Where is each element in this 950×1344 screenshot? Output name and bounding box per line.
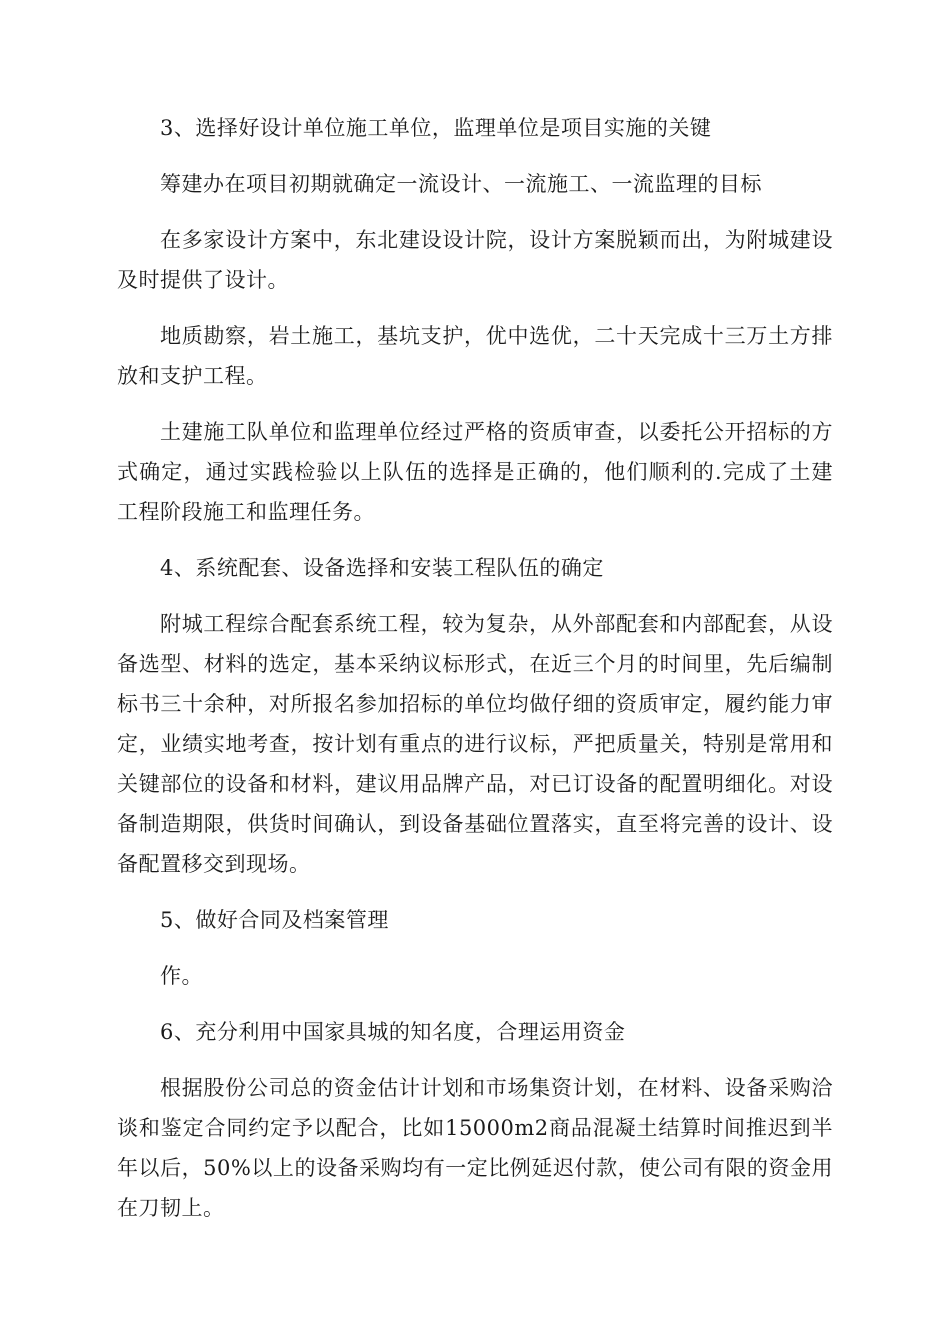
- paragraph-geology: 地质勘察，岩土施工，基坑支护，优中选优，二十天完成十三万土方排放和支护工程。: [117, 324, 833, 388]
- paragraph-fragment: 作。: [160, 964, 203, 988]
- paragraph-gap: [117, 1052, 833, 1068]
- heading-item-4: 4、系统配套、设备选择和安装工程队伍的确定: [160, 556, 604, 580]
- paragraph-gap: [117, 940, 833, 956]
- paragraph-goal: 筹建办在项目初期就确定一流设计、一流施工、一流监理的目标: [160, 172, 762, 196]
- heading-item-6: 6、充分利用中国家具城的知名度，合理运用资金: [160, 1020, 626, 1044]
- paragraph-gap: [117, 588, 833, 604]
- heading-item-5: 5、做好合同及档案管理: [160, 908, 389, 932]
- paragraph-gap: [117, 884, 833, 900]
- document-page: [117, 108, 833, 1228]
- paragraph-gap: [117, 996, 833, 1012]
- paragraph-gap: [117, 532, 833, 548]
- paragraph-construction: 土建施工队单位和监理单位经过严格的资质审查，以委托公开招标的方式确定，通过实践检验以上队伍的选择是正确的，他们顺利的.完成了土建工程阶段施工和监理任务。: [117, 420, 833, 524]
- heading-item-3: 3、选择好设计单位施工单位，监理单位是项目实施的关键: [160, 116, 712, 140]
- paragraph-design: 在多家设计方案中，东北建设设计院，设计方案脱颖而出，为附城建设及时提供了设计。: [117, 228, 833, 292]
- paragraph-gap: [117, 204, 833, 220]
- paragraph-funds: 根据股份公司总的资金估计计划和市场集资计划，在材料、设备采购洽谈和鉴定合同约定予以配合，比如15000m2商品混凝土结算时间推迟到半年以后，50%以上的设备采购均有一定比例延迟付款，使公司有限的资金用在刀韧上。: [117, 1076, 833, 1220]
- paragraph-gap: [117, 300, 833, 316]
- paragraph-gap: [117, 148, 833, 164]
- paragraph-equipment: 附城工程综合配套系统工程，较为复杂，从外部配套和内部配套，从设备选型、材料的选定，基本采纳议标形式，在近三个月的时间里，先后编制标书三十余种，对所报名参加招标的单位均做仔细的资质审定，履约能力审定，业绩实地考查，按计划有重点的进行议标，严把质量关，特别是常用和关键部位的设备和材料，建议用品牌产品，对已订设备的配置明细化。对设备制造期限，供货时间确认，到设备基础位置落实，直至将完善的设计、设备配置移交到现场。: [117, 612, 833, 876]
- paragraph-gap: [117, 396, 833, 412]
